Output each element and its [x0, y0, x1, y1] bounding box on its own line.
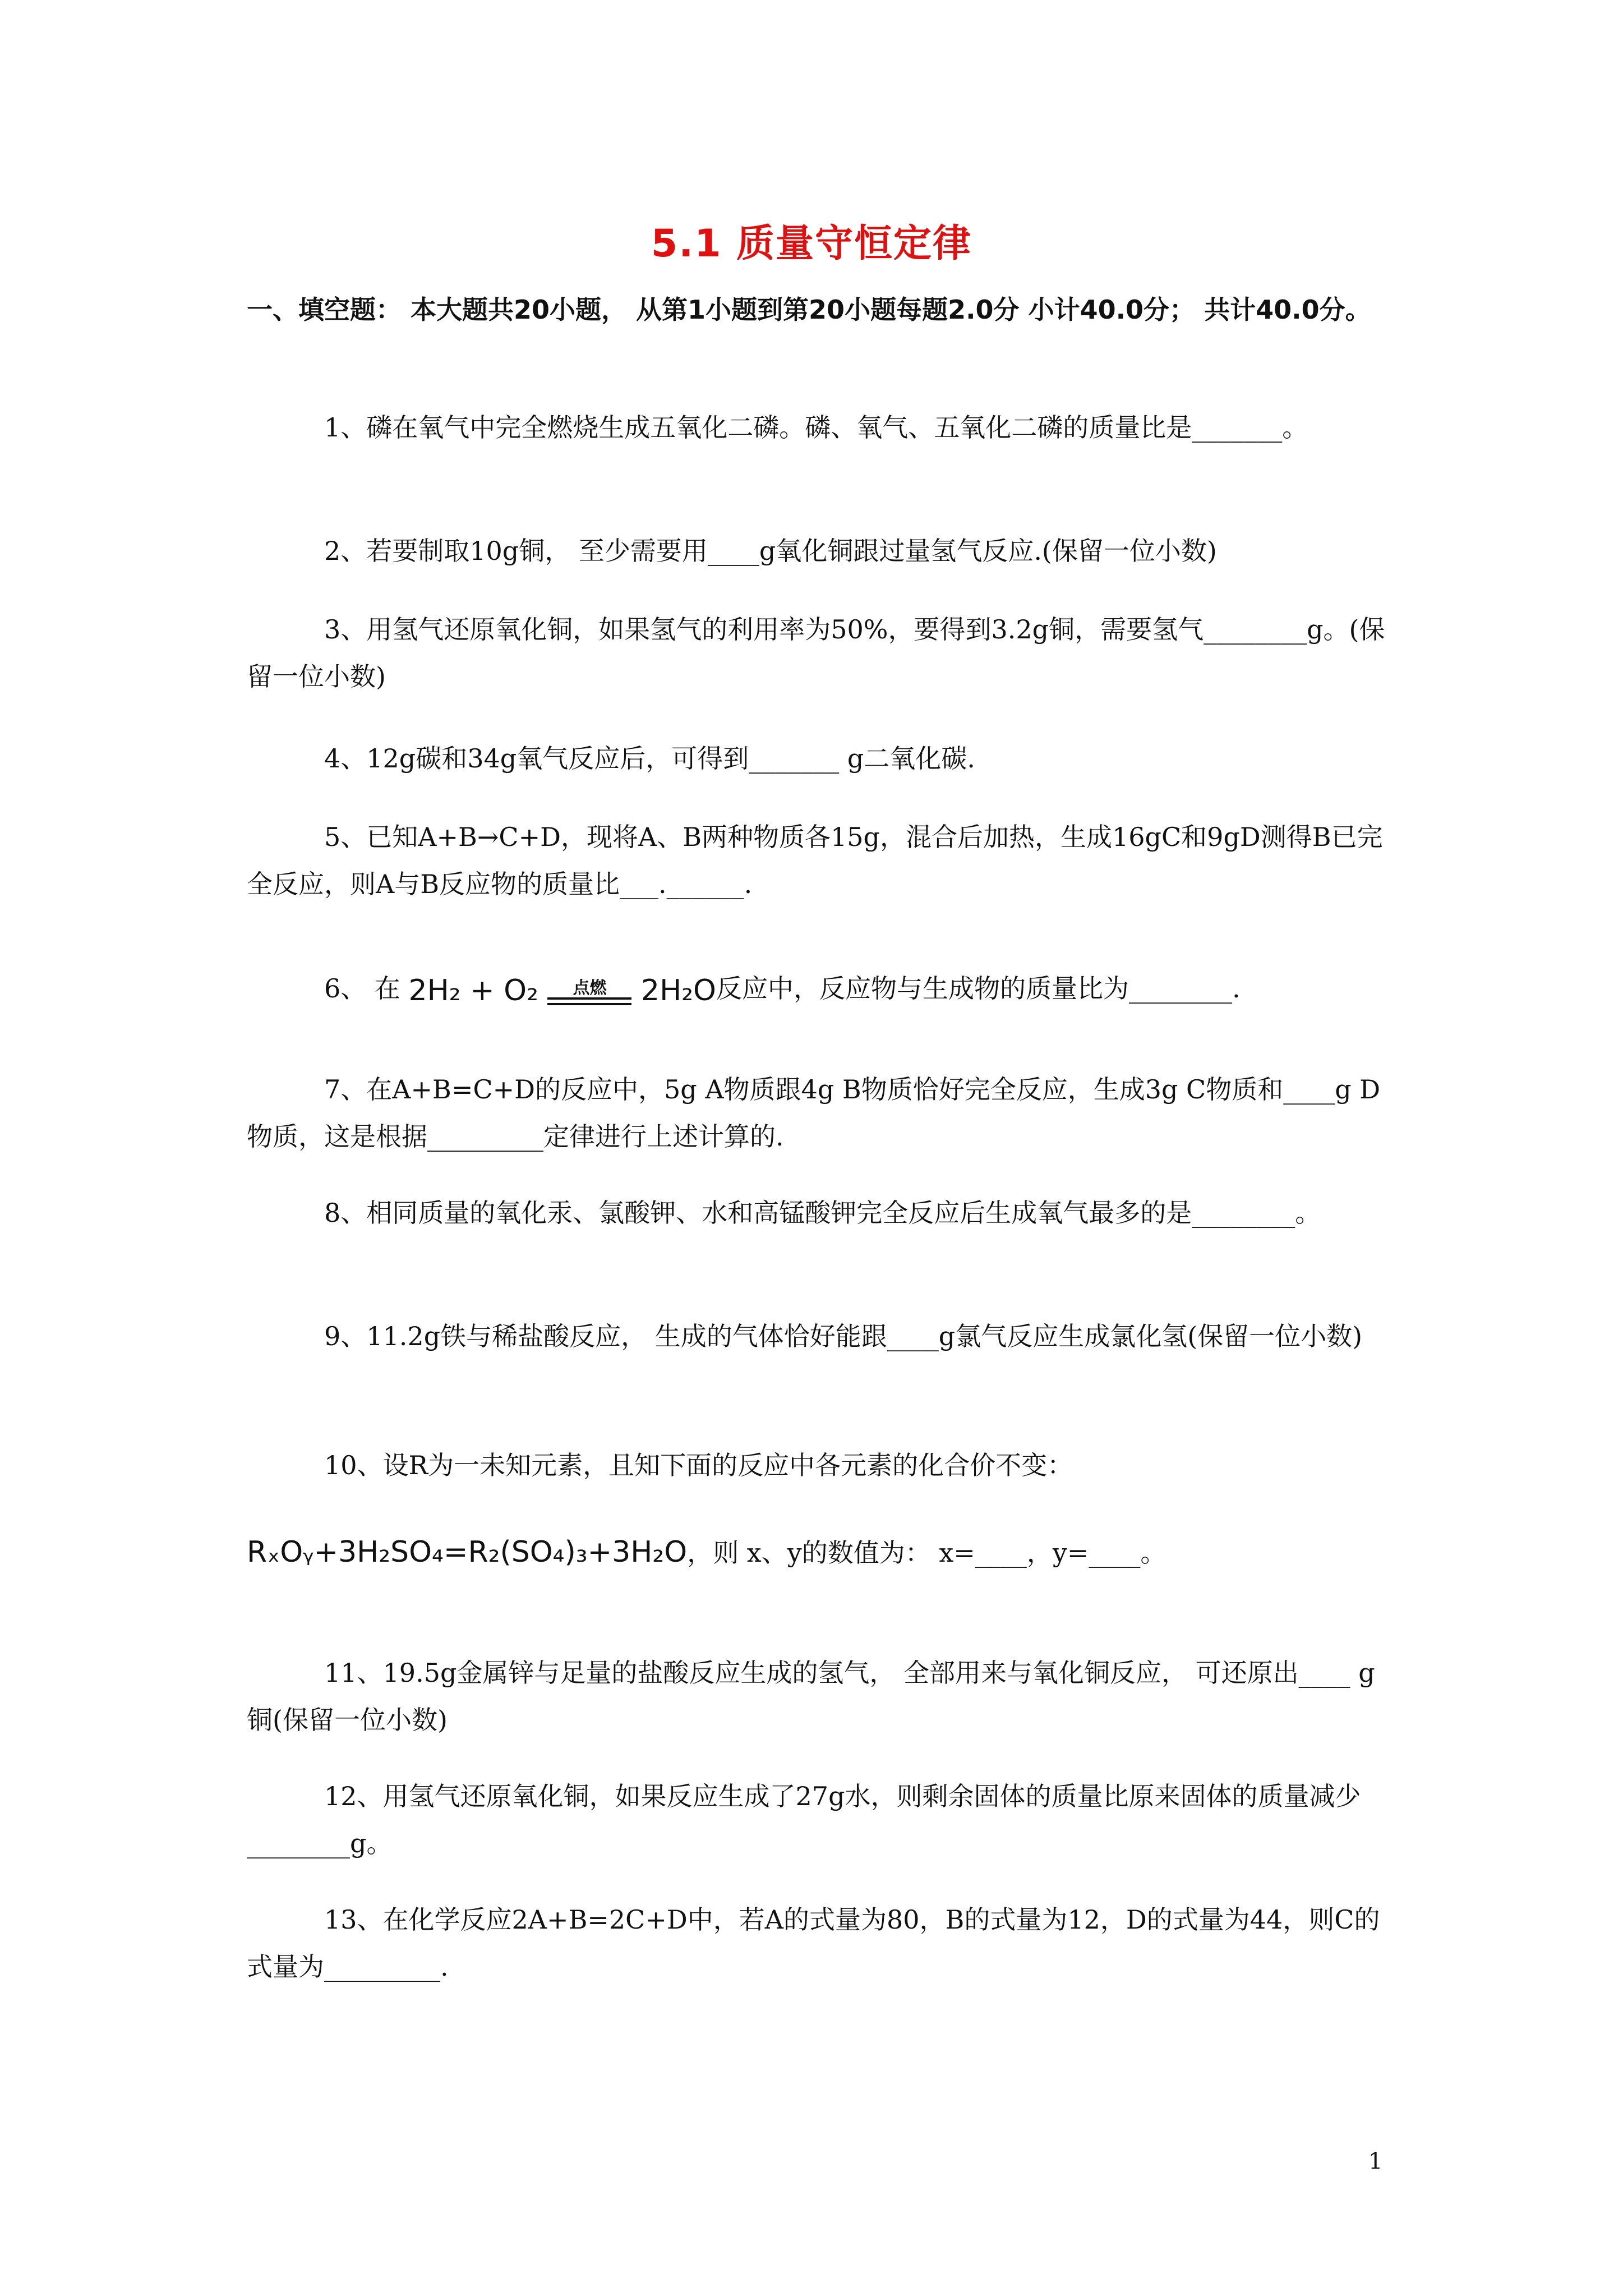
equation-products: 2H₂O — [641, 974, 716, 1007]
question-1-text: 1、磷在氧气中完全燃烧生成五氧化二磷。磷、氧气、五氧化二磷的质量比是_______。 — [324, 412, 1308, 443]
reaction-condition: 点燃 — [573, 978, 607, 998]
section-header: 一、填空题： 本大题共20小题， 从第1小题到第20小题每题2.0分 小计40.0分； 共计40.0分。 — [247, 295, 1371, 325]
question-6-prefix: 6、 在 — [324, 973, 400, 1004]
question-11-text: 11、19.5g金属锌与足量的盐酸反应生成的氢气， 全部用来与氧化铜反应， 可还原出____ g铜(保留一位小数) — [247, 1658, 1375, 1735]
question-10-suffix: ，则 x、y的数值为： x=____，y=____。 — [687, 1538, 1166, 1568]
reaction-arrow — [547, 979, 631, 1005]
question-5-text: 5、已知A+B→C+D，现将A、B两种物质各15g，混合后加热，生成16gC和9gD测得B已完全反应，则A与B反应物的质量比___.______. — [247, 822, 1383, 899]
reaction-equation — [409, 967, 716, 1014]
question-8 — [247, 1189, 1385, 1236]
question-3-text: 3、用氢气还原氧化铜，如果氢气的利用率为50%，要得到3.2g铜，需要氢气________g。(保留一位小数) — [247, 614, 1385, 692]
question-7 — [247, 1066, 1385, 1160]
question-11 — [247, 1649, 1385, 1743]
question-6 — [247, 965, 1385, 1014]
question-4-text: 4、12g碳和34g氧气反应后，可得到_______ g二氧化碳. — [324, 743, 975, 774]
question-13-text: 13、在化学反应2A+B=2C+D中，若A的式量为80，B的式量为12，D的式量为44，则C的式量为_________. — [247, 1904, 1380, 1982]
question-1 — [247, 404, 1385, 451]
question-10-equation-line — [247, 1529, 1385, 1576]
equation-reactants: 2H₂ + O₂ — [408, 974, 538, 1007]
question-4 — [247, 735, 1385, 782]
question-7-text: 7、在A+B=C+D的反应中，5g A物质跟4g B物质恰好完全反应，生成3g C物质和____g D物质，这是根据_________定律进行上述计算的. — [247, 1074, 1381, 1152]
question-10-formula: RₓOᵧ+3H₂SO₄=R₂(SO₄)₃+3H₂O — [247, 1535, 688, 1569]
question-5 — [247, 813, 1385, 908]
question-9 — [247, 1313, 1385, 1360]
question-8-text: 8、相同质量的氧化汞、氯酸钾、水和高锰酸钾完全反应后生成氧气最多的是________。 — [324, 1198, 1321, 1228]
question-9-text: 9、11.2g铁与稀盐酸反应， 生成的气体恰好能跟____g氯气反应生成氯化氢(保留一位小数) — [324, 1321, 1363, 1351]
question-12 — [247, 1773, 1385, 1867]
question-6-suffix: 反应中，反应物与生成物的质量比为________. — [716, 973, 1241, 1004]
question-3 — [247, 606, 1385, 700]
question-2 — [247, 527, 1385, 574]
page-number: 1 — [1368, 2148, 1383, 2174]
question-10 — [247, 1442, 1385, 1489]
question-2-text: 2、若要制取10g铜， 至少需要用____g氧化铜跟过量氢气反应.(保留一位小数) — [324, 536, 1217, 566]
question-10-text: 10、设R为一未知元素，且知下面的反应中各元素的化合价不变： — [324, 1450, 1073, 1480]
question-12-text: 12、用氢气还原氧化铜，如果反应生成了27g水，则剩余固体的质量比原来固体的质量减少________g。 — [247, 1781, 1361, 1858]
question-13 — [247, 1896, 1385, 1990]
page-title: 5.1 质量守恒定律 — [651, 222, 972, 266]
